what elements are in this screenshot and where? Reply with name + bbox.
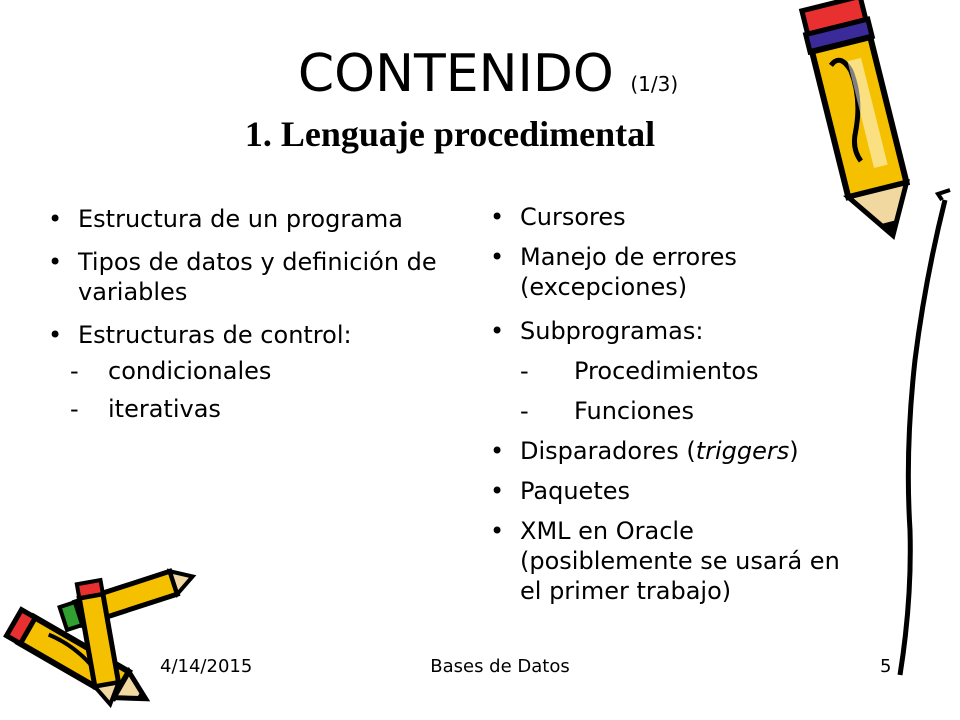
footer-date: 4/14/2015	[160, 656, 253, 677]
bullet-item: • Cursores	[490, 202, 910, 232]
pencils-clipart-icon	[0, 575, 200, 705]
sub-bullet-item: - iterativas	[70, 395, 221, 423]
slide-subtitle: 1. Lenguaje procedimental	[244, 114, 656, 154]
footer-title: Bases de Datos	[430, 656, 570, 677]
bullet-item: • Subprogramas:	[490, 316, 910, 346]
bullet-item: • Disparadores (triggers)	[490, 436, 910, 466]
footer-page-number: 5	[880, 656, 892, 677]
sub-bullet-item: - Procedimientos	[520, 357, 759, 385]
bullet-item: • XML en Oracle (posiblemente se usará en el primer trabajo)	[490, 516, 910, 606]
sub-bullet-item: - condicionales	[70, 357, 272, 385]
sub-bullet-item: - Funciones	[520, 397, 694, 425]
bullet-item: • Manejo de errores (excepciones)	[490, 242, 910, 302]
title-suffix: (1/3)	[630, 72, 679, 96]
left-bullet-list	[48, 204, 448, 437]
pencil-clipart-icon	[800, 0, 960, 680]
slide-title	[258, 44, 718, 114]
bullet-item: • Estructura de un programa	[48, 204, 448, 234]
bullet-item: • Tipos de datos y definición de variables	[48, 247, 448, 307]
bullet-item: • Estructuras de control:	[48, 320, 448, 350]
bullet-item: • Paquetes	[490, 476, 910, 506]
title-text: CONTENIDO	[297, 44, 614, 104]
